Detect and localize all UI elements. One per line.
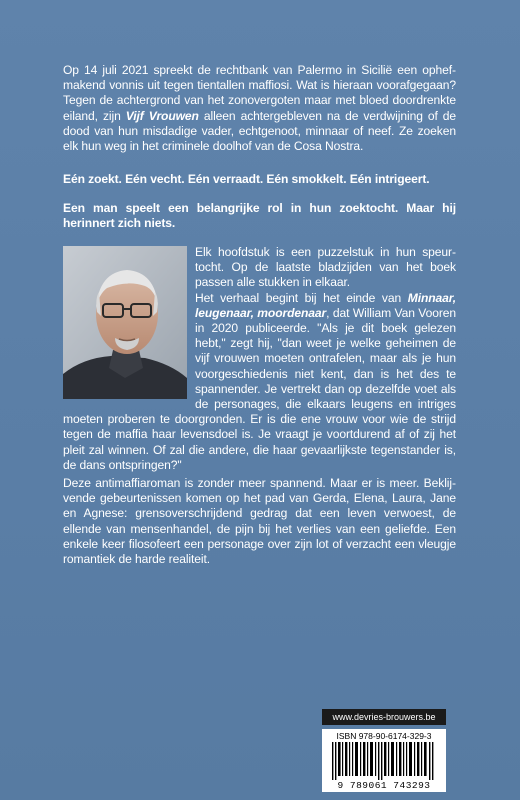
barcode-number: 9 789061 743293 bbox=[337, 780, 431, 791]
bio-intro-text: Elk hoofdstuk is een puzzelstuk in hun speurtocht. Op de laatste bladzijden van het boek passen alle stukken in elkaar. bbox=[195, 245, 456, 290]
closing-paragraph bbox=[63, 476, 456, 567]
barcode-icon bbox=[332, 742, 436, 780]
previous-book-title: Minnaar, leugenaar, moordenaar bbox=[195, 290, 456, 320]
author-bio-section bbox=[63, 245, 456, 473]
intro-paragraph bbox=[63, 63, 456, 154]
bio-story-quote: , dat William Van Vooren in 2020 publiceerde. "Als je dit boek gelezen hebt," zegt hij, "dan weet je welke geheimen de vijf vrouwen moeten ontrafelen, maar als je hun voorgeschiedenis niet kent, dan is het des te spannender. Je vertrekt dan op dezelfde voet als de personages, die elkaars leugens en intriges moeten proberen te doorgronden. Er is die ene vrouw voor wie de strijd tegen de maffia haar levensdoel is. Je vraagt je voortdurend af of zij het pleit zal winnen. Of zal die andere, die haar gevaarlijkste tegenstander is, de dans ontspringen?" bbox=[63, 305, 457, 472]
book-title-mention: Vijf Vrouwen bbox=[125, 108, 199, 123]
tagline-paragraph bbox=[63, 172, 456, 187]
hook-paragraph bbox=[63, 201, 456, 231]
intro-text-end: alleen achtergebleven na de verdwijning of de dood van hun misdadige vader, echtgenoot, minnaar of neef. Ze zoeken elk hun weg in het criminele doolhof van de Cosa Nostra. bbox=[63, 108, 456, 154]
isbn-label: ISBN 978-90-6174-329-3 bbox=[336, 731, 432, 741]
closing-text: Deze antimaffiaroman is zonder meer spannend. Maar er is meer. Beklijvende gebeurtenissen komen op het pad van Gerda, Elena, Laura, Jane en Agnese: grensoverschrijdend gedrag dat een leven verwoest, de ellende van mensenhandel, de pijn bij het verlies van een geliefde. Een enkele keer filosofeert een personage over zijn lot of verzacht een vleugje romantiek de harde realiteit. bbox=[63, 476, 456, 567]
isbn-barcode bbox=[322, 729, 446, 792]
publisher-website: www.devries-brouwers.be bbox=[322, 709, 446, 725]
hook-text: Een man speelt een belangrijke rol in hun zoektocht. Maar hij herinnert zich niets. bbox=[63, 201, 456, 231]
bio-story-start: Het verhaal begint bij het einde van bbox=[195, 290, 408, 305]
tagline-text: Eén zoekt. Eén vecht. Eén verraadt. Eén smokkelt. Eén intrigeert. bbox=[63, 172, 430, 186]
intro-text-start: Op 14 juli 2021 spreekt de rechtbank van Palermo in Sicilië een ophefmakend vonnis uit tegen tientallen maffiosi. Wat is hieraan voorafgegaan? Tegen de achtergrond van het zonovergoten maar met bloed doordrenkte eiland, zijn bbox=[63, 63, 456, 123]
